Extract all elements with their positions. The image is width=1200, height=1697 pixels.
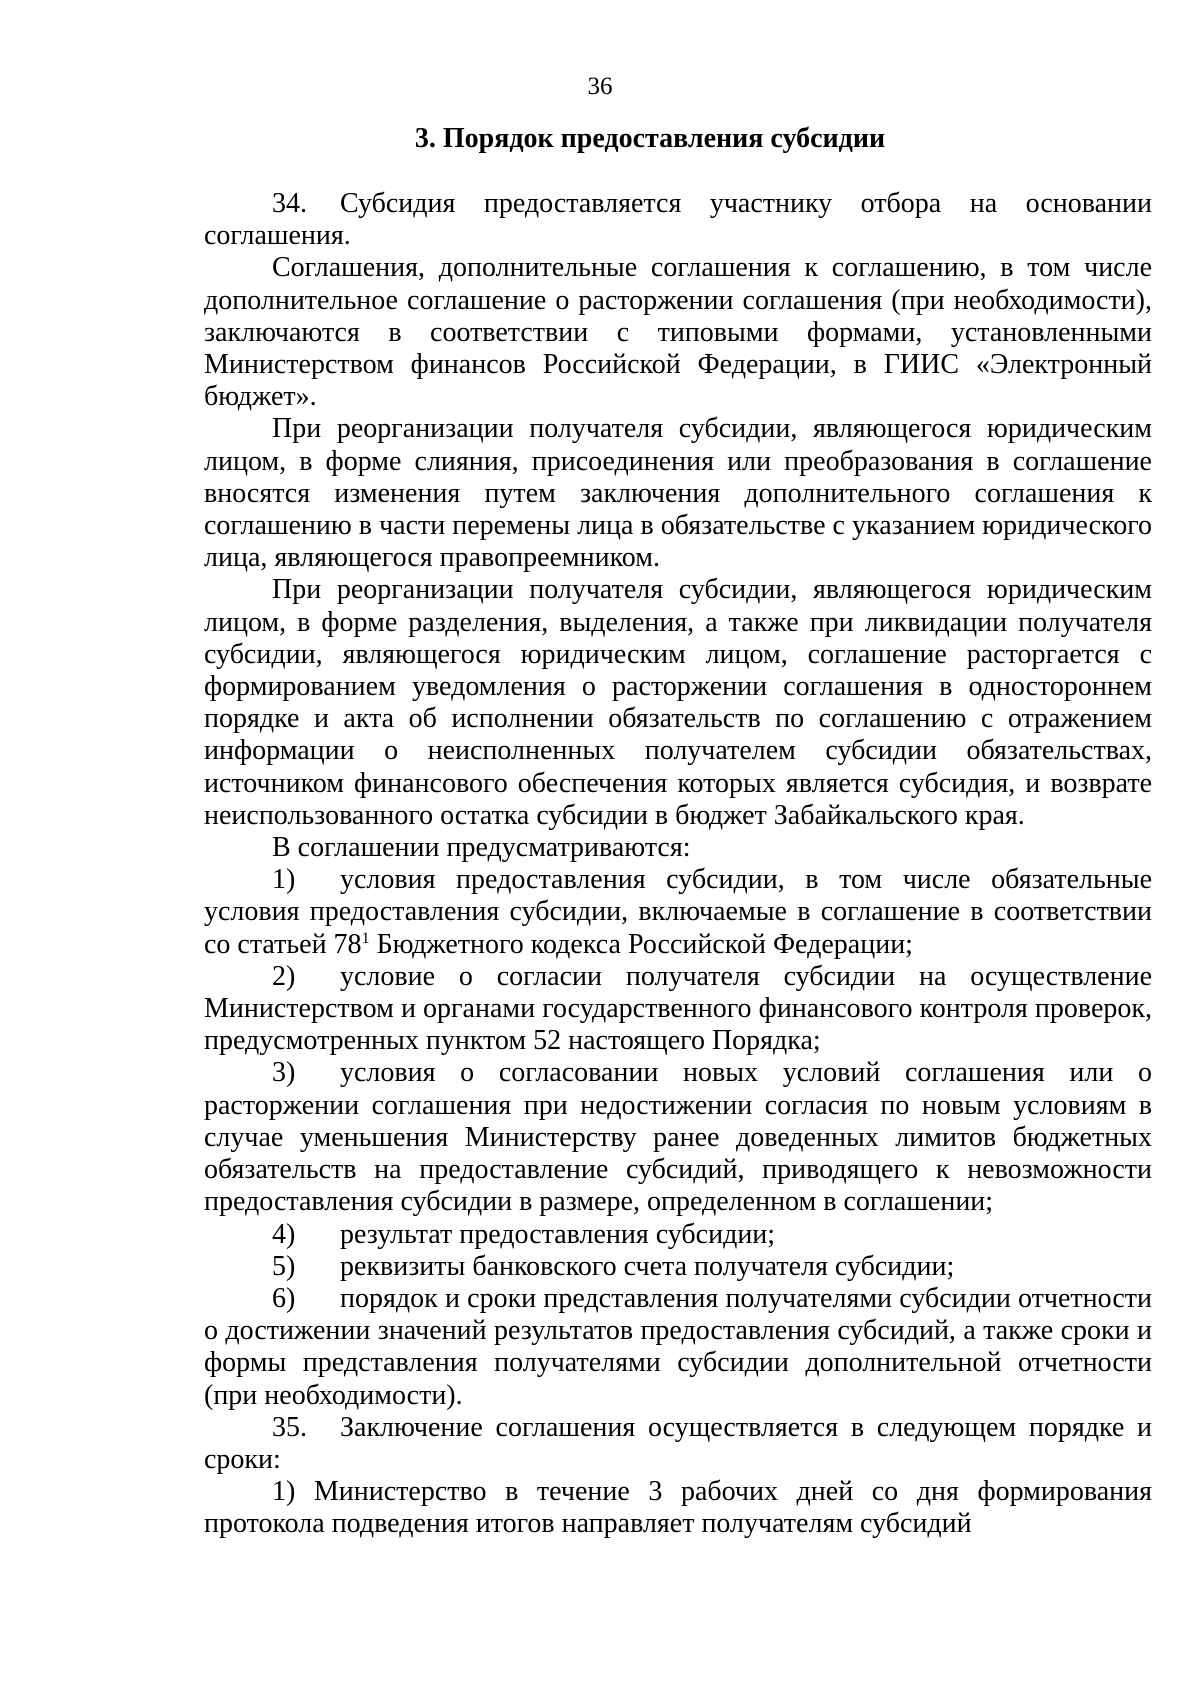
list-item-text: реквизиты банковского счета получателя субсидии; xyxy=(340,1250,955,1282)
paragraph-reorganization-split: При реорганизации получателя субсидии, являющегося юридическим лицом, в форме разделения, выделения, а также при ликвидации получателя субсидии, являющегося юридическим лицом, соглашение расторгается с формированием уведомления о расторжении соглашения в одностороннем порядке и акта об исполнении обязательств по соглашению с отражением информации о неисполненных получателем субсидии обязательствах, источником финансового обеспечения которых является субсидия, и возврате неиспользованного остатка субсидии в бюджет Забайкальского края. xyxy=(204,574,1152,831)
list-item-1 xyxy=(204,864,1152,961)
paragraph-agreements: Соглашения, дополнительные соглашения к соглашению, в том числе дополнительное соглашение о расторжении соглашения (при необходимости), заключаются в соответствии с типовыми формами, установленными Министерством финансов Российской Федерации, в ГИИС «Электронный бюджет». xyxy=(204,252,1152,413)
paragraph-number: 35. xyxy=(272,1411,307,1443)
paragraph-34 xyxy=(204,188,1152,252)
paragraph-number: 34. xyxy=(272,188,307,219)
paragraph-35-item-1: 1) Министерство в течение 3 рабочих дней со дня формирования протокола подведения итогов направляет получателям субсидий xyxy=(204,1476,1152,1540)
list-item-text: порядок и сроки представления получателями субсидии отчетности о достижении значений результатов предоставления субсидий, а также сроки и формы представления получателями субсидии дополнительной отчетности (при необходимости). xyxy=(204,1282,1152,1411)
paragraph-35 xyxy=(204,1412,1152,1476)
list-item-number: 6) xyxy=(272,1282,296,1314)
list-item-text: результат предоставления субсидии; xyxy=(340,1218,776,1250)
paragraph-agreement-provisions: В соглашении предусматриваются: xyxy=(272,832,691,864)
paragraph-reorganization-merge: При реорганизации получателя субсидии, являющегося юридическим лицом, в форме слияния, присоединения или преобразования в соглашение вносятся изменения путем заключения дополнительного соглашения к соглашению в части перемены лица в обязательстве с указанием юридического лица, являющегося правопреемником. xyxy=(204,413,1152,574)
paragraph-text: Субсидия предоставляется участнику отбора на основании соглашения. xyxy=(204,188,1152,252)
list-item-6 xyxy=(204,1283,1152,1412)
list-item-number: 2) xyxy=(272,960,296,992)
list-item-3 xyxy=(204,1057,1152,1218)
section-title: 3. Порядок предоставления субсидии xyxy=(414,123,886,154)
list-item-number: 5) xyxy=(272,1250,296,1282)
list-item-4 xyxy=(204,1219,1152,1251)
list-item-number: 4) xyxy=(272,1218,296,1250)
page-number: 36 xyxy=(587,73,613,100)
document-body xyxy=(204,188,1152,1541)
list-item-number: 3) xyxy=(272,1057,296,1089)
superscript: 1 xyxy=(361,929,370,947)
list-item-2 xyxy=(204,961,1152,1058)
list-item-text-continued: Бюджетного кодекса Российской Федерации; xyxy=(369,928,913,960)
list-item-text: условия о согласовании новых условий соглашения или о расторжении соглашения при недостижении согласия по новым условиям в случае уменьшения Министерству ранее доведенных лимитов бюджетных обязательств на предоставление субсидий, приводящего к невозможности предоставления субсидии в размере, определенном в соглашении; xyxy=(204,1057,1152,1218)
list-item-5 xyxy=(204,1251,1152,1283)
paragraph-text: Заключение соглашения осуществляется в следующем порядке и сроки: xyxy=(204,1411,1152,1475)
list-item-text: условия предоставления субсидии, в том числе обязательные условия предоставления субсидии, включаемые в соглашение в соответствии со статьей 78 xyxy=(204,864,1152,960)
list-item-number: 1) xyxy=(272,864,296,896)
list-item-text: условие о согласии получателя субсидии на осуществление Министерством и органами государственного финансового контроля проверок, предусмотренных пунктом 52 настоящего Порядка; xyxy=(204,960,1152,1057)
